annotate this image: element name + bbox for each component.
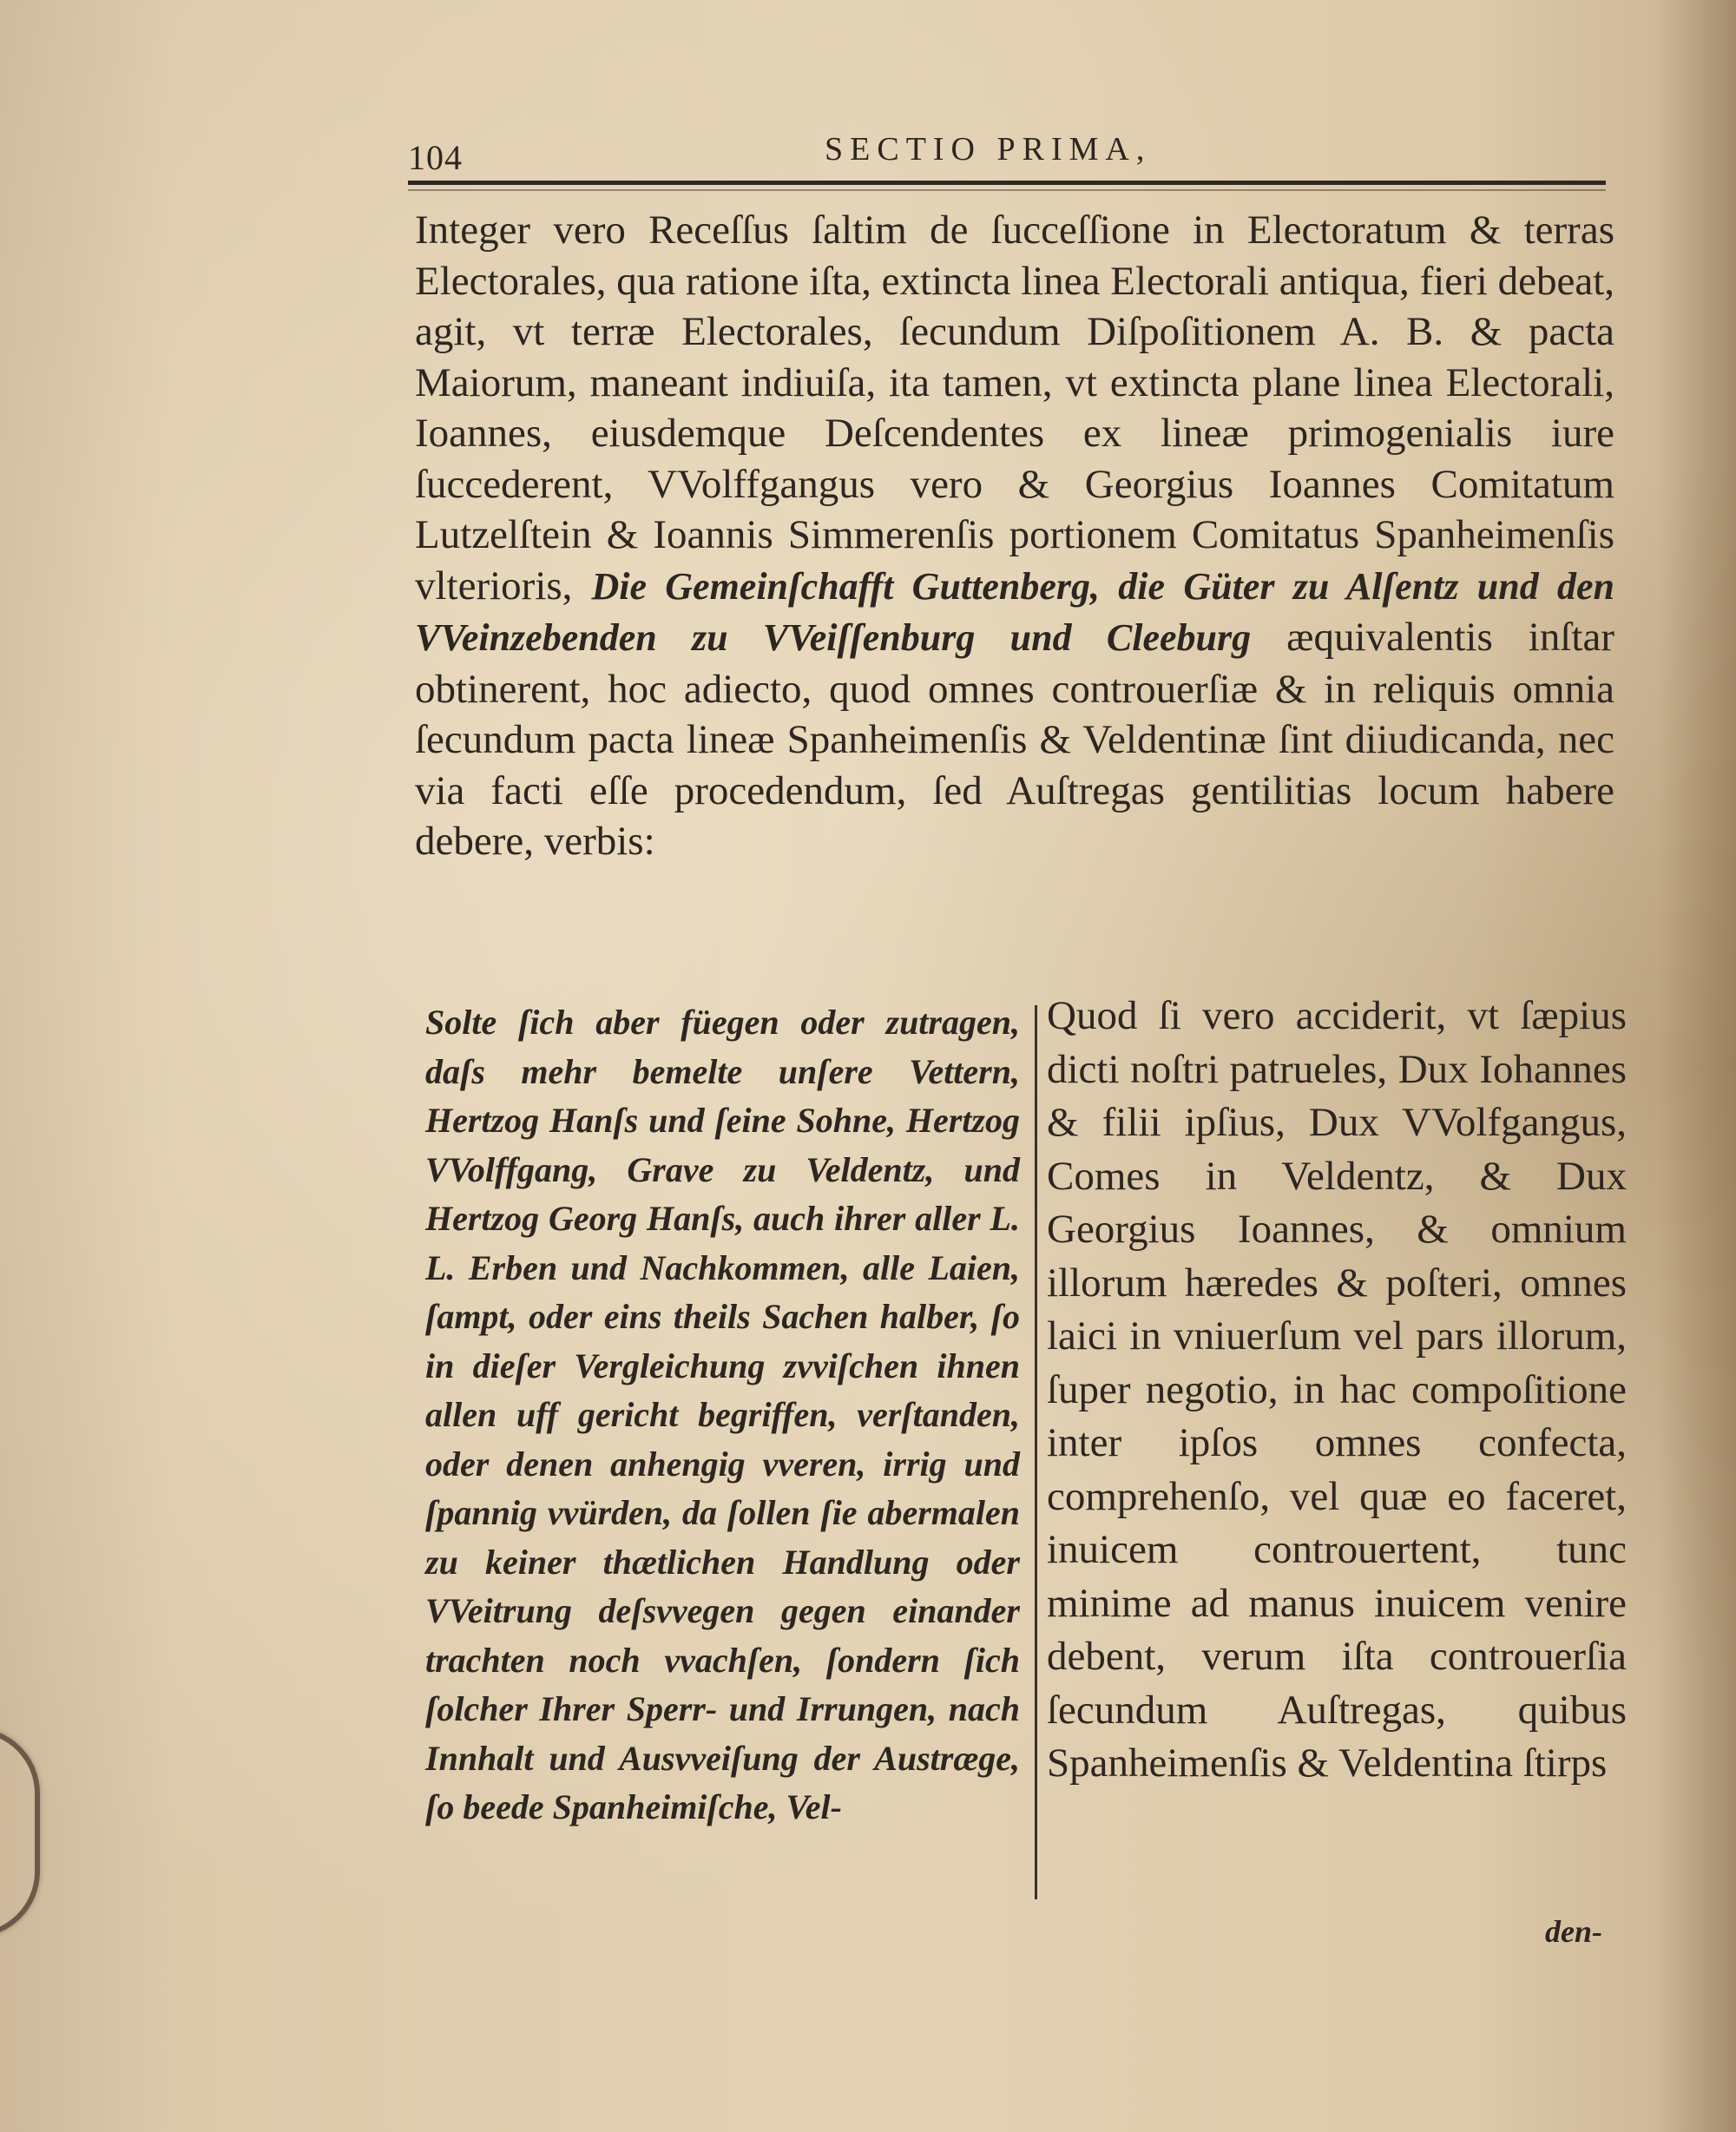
main-paragraph (415, 205, 1614, 867)
header-rule (408, 181, 1606, 185)
latin-column (1047, 990, 1627, 1791)
running-head: SECTIO PRIMA, (825, 131, 1152, 168)
german-column-text: Solte ſich aber füegen oder zutragen, daſs mehr bemelte unſere Vettern, Hertzog Hanſs und ſeine Sohne, Hertzog VVolffgang, Grave zu Veldentz, und Hertzog Georg Hanſs, auch ihrer aller L. L. Erben und Nachkommen, alle Laien, ſampt, oder eins theils Sachen halber, ſo in dieſer Vergleichung zvviſchen ihnen allen uff gericht begriffen, verſtanden, oder denen anhengig vveren, irrig und ſpannig vvürden, da ſollen ſie abermalen zu keiner thætlichen Handlung oder VVeitrung deſsvvegen gegen einander trachten noch vvachſen, ſondern ſich ſolcher Ihrer Sperr- und Irrungen, nach Innhalt und Ausvveiſung der Austræge, ſo beede Spanheimiſche, Vel- (425, 1003, 1020, 1826)
latin-column-text: Quod ſi vero acciderit, vt ſæpius dicti noſtri patrueles, Dux Iohannes & filii ipſius, Dux VVolfgangus, Comes in Veldentz, & Dux Georgius Ioannes, & omnium illorum hæredes & poſteri, omnes laici in vniuerſum vel pars illorum, ſuper negotio, in hac compoſitione inter ipſos omnes confecta, comprehenſo, vel quæ eo faceret, inuicem controuertent, tunc minime ad manus inuicem venire debent, verum iſta controuerſia ſecundum Auſtregas, quibus Spanheimenſis & Veldentina ſtirps (1047, 993, 1627, 1786)
paragraph-text-after: æquivalentis inſtar obtinerent, hoc adiecto, quod omnes controuerſiæ & in reliquis omnia ſecundum pacta lineæ Spanheimenſis & Veldentinæ ſint diiudicanda, nec via facti eſſe procedendum, ſed Auſtregas gentilitias locum habere debere, verbis: (415, 615, 1614, 864)
catchword: den- (1545, 1914, 1602, 1949)
german-column (425, 998, 1020, 1833)
header-rule-thin (408, 189, 1606, 191)
german-phrase: Die Gemeinſchafft Guttenberg, die Güter zu Alſentz und den VVeinzebenden zu VVeiſſenburg und Cleeburg (415, 564, 1615, 659)
paragraph-text-before: Integer vero Receſſus ſaltim de ſucceſſione in Electoratum & terras Electorales, qua ratione iſta, extincta linea Electorali antiqua, fieri debeat, agit, vt terræ Electorales, ſecundum Diſpoſitionem A. B. & pacta Maiorum, maneant indiuiſa, ita tamen, vt extincta plane linea Electorali, Ioannes, eiusdemque Deſcendentes ex lineæ primogenialis iure ſuccederent, VVolffgangus vero & Georgius Ioannes Comitatum Lutzelſtein & Ioannis Simmerenſis portionem Comitatus Spanheimenſis vlterioris, (415, 207, 1614, 609)
page-number: 104 (408, 138, 463, 177)
spine-shadow (1658, 0, 1736, 2132)
column-divider (1035, 1005, 1037, 1899)
page-clip (0, 1727, 40, 1938)
page-header (408, 130, 1623, 182)
